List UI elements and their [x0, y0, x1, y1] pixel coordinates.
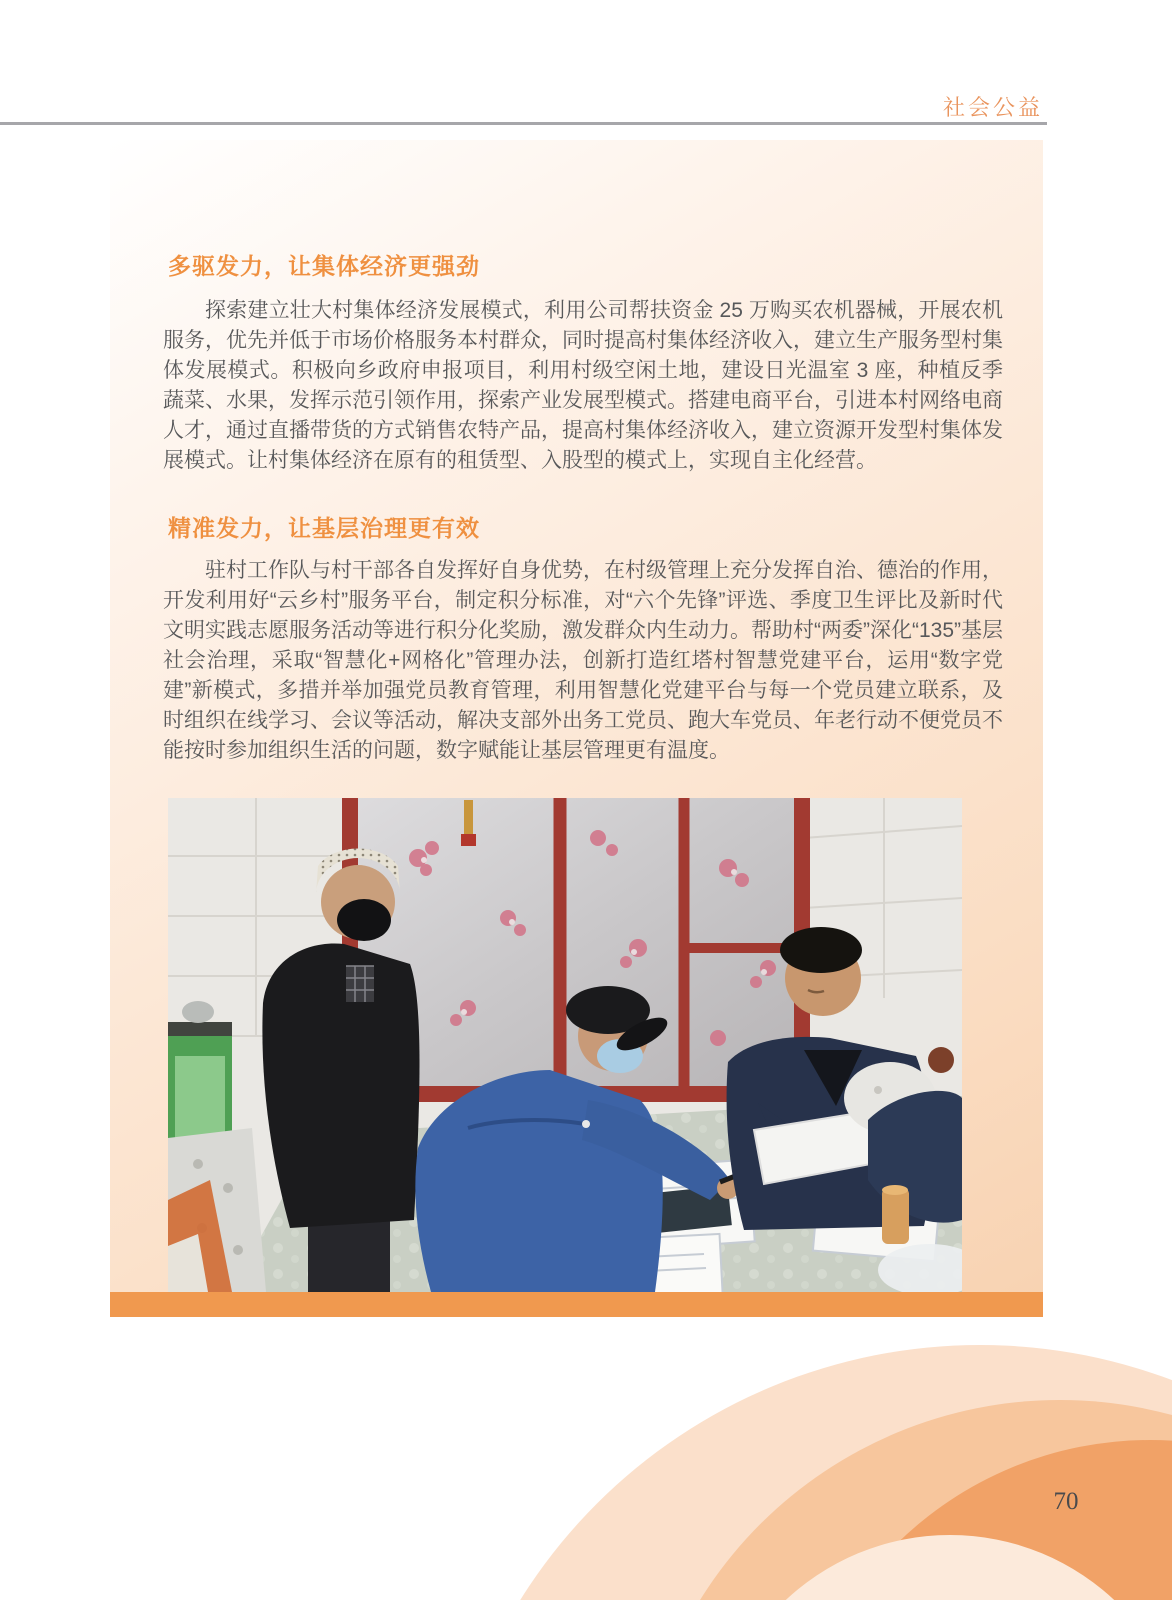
section-heading-collective-economy: 多驱发力，让集体经济更强劲	[168, 253, 480, 279]
running-header-section-label: 社会公益	[942, 95, 1043, 120]
black-face-mask	[337, 899, 391, 941]
upholstered-chair	[168, 1128, 266, 1292]
section-heading-grassroots-governance: 精准发力，让基层治理更有效	[168, 515, 480, 541]
black-hair	[780, 927, 862, 973]
content-panel	[110, 140, 1043, 1317]
photo-illustration	[168, 798, 962, 1292]
header-rule	[0, 122, 1047, 125]
decorative-arcs	[0, 1280, 1172, 1600]
section-body-collective-economy: 探索建立壮大村集体经济发展模式，利用公司帮扶资金 25 万购买农机器械，开展农机服务，优先并低于市场价格服务本村群众，同时提高村集体经济收入，建立生产服务型村集体发展模式。积极向乡政府申报项目，利用村级空闲土地，建设日光温室 3 座，种植反季蔬菜、水果，发挥示范引领作用，探索产业发展型模式。搭建电商平台，引进本村网络电商人才，通过直播带货的方式销售农特产品，提高村集体经济收入，建立资源开发型村集体发展模式。让村集体经济在原有的租赁型、入股型的模式上，实现自主化经营。	[163, 299, 1003, 472]
page-number: 70	[1053, 1488, 1079, 1515]
section-body-grassroots-governance: 驻村工作队与村干部各自发挥好自身优势，在村级管理上充分发挥自治、德治的作用，开发利用好“云乡村”服务平台，制定积分标准，对“六个先锋”评选、季度卫生评比及新时代文明实践志愿服务活动等进行积分化奖励，激发群众内生动力。帮助村“两委”深化“135”基层社会治理，采取“智慧化+网格化”管理办法，创新打造红塔村智慧党建平台，运用“数字党建”新模式，多措并举加强党员教育管理，利用智慧化党建平台与每一个党员建立联系，及时组织在线学习、会议等活动，解决支部外出务工党员、跑大车党员、年老行动不便党员不能按时参加组织生活的问题，数字赋能让基层管理更有温度。	[163, 559, 1004, 762]
photo	[168, 798, 962, 1292]
brown-cup	[928, 1047, 954, 1073]
pen-holder	[882, 1185, 909, 1244]
